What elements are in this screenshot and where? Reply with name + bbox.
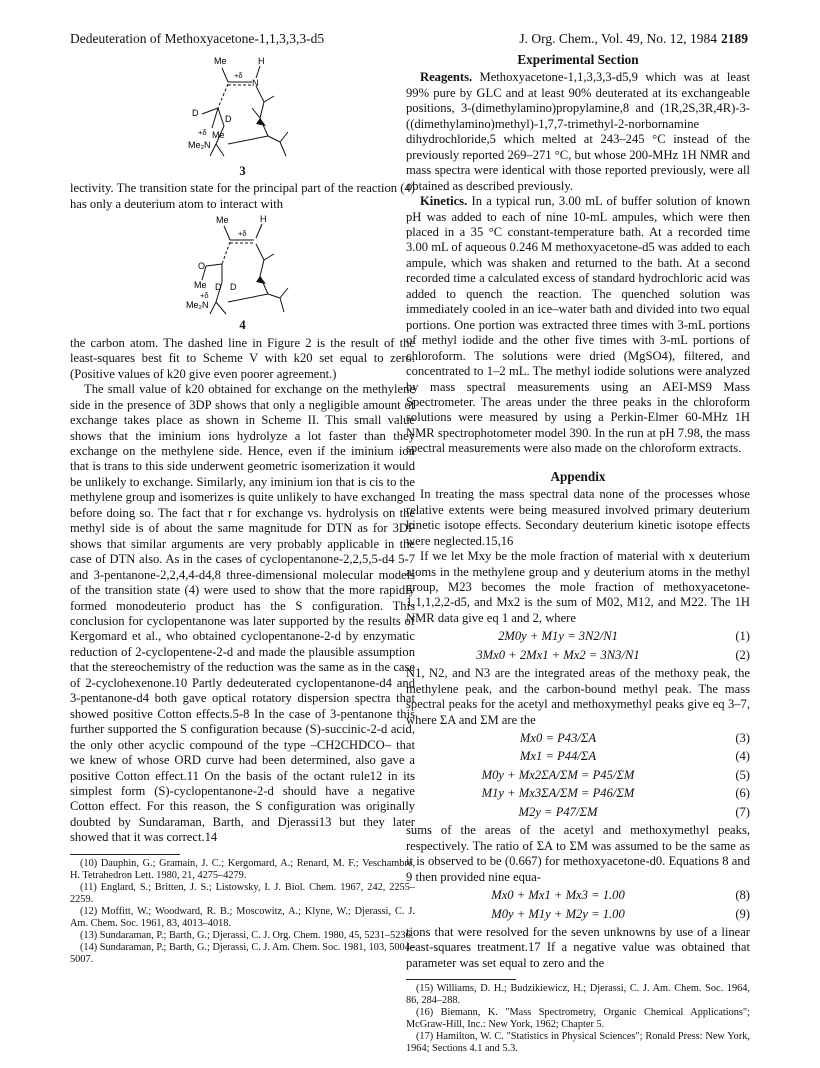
equation [406, 907, 750, 922]
section-title: Appendix [550, 468, 606, 484]
paragraph: lectivity. The transition state for the principal part of the reaction (4) has only a deuterium atom to interact with [70, 181, 415, 211]
paragraph: In treating the mass spectral data none of the processes whose relative extents were being measured involved primary deuterium kinetic isotope effects. Secondary deuterium kinetic isotope effects were neglected.15,16 [406, 487, 750, 548]
methyl-label: Me [213, 56, 227, 66]
section-title: Experimental Section [517, 52, 639, 67]
dimethylamino-label: Me₂N [187, 140, 210, 150]
structure-3-label: 3 [239, 164, 246, 178]
paragraph: the carbon atom. The dashed line in Figure 2 is the result of the least-squares best fit to Scheme V with k20 set equal to zero. (Positive values of k20 give even poorer agreement.) [70, 335, 415, 381]
equation-number: (1) [735, 629, 750, 644]
equation [406, 731, 750, 746]
equation-number: (6) [735, 786, 750, 801]
paragraph: If we let Mxy be the mole fraction of material with x deuterium atoms in the methylene group and y deuterium atoms in the methyl group, M23 becomes the mole fraction of methoxyacetone-1,1,1,2,2-d5, and Mx2 is the sum of M02, M12, and M22. The 1H NMR data give eq 1 and 2, where [406, 549, 750, 625]
equation-expression: M0y + M1y + M2y = 1.00 [491, 906, 625, 921]
equation-expression: Mx1 = P44/ΣA [519, 749, 597, 764]
footnote: (11) Englard, S.; Britten, J. S.; Listowsky, I. J. Biol. Chem. 1967, 242, 2255–2259. [70, 881, 415, 905]
kinetics-heading: Kinetics. [420, 194, 468, 209]
equation-expression: 3Mx0 + 2Mx1 + Mx2 = 3N3/N1 [476, 647, 640, 662]
page-number: 2189 [721, 31, 748, 46]
paragraph: tions that were resolved for the seven unknowns by use of a linear least-squares treatment.17 If a negative value was obtained that parameter was set equal to zero and the [406, 925, 750, 970]
equation-expression: Mx0 + Mx1 + Mx3 = 1.00 [491, 888, 625, 903]
partial-charge-label: +δ [233, 71, 243, 80]
right-column [406, 52, 750, 1055]
equation [406, 648, 750, 663]
hydrogen-label: H [257, 56, 264, 66]
equation [406, 629, 750, 644]
footnote: (17) Hamilton, W. C. "Statistics in Physical Sciences"; Ronald Press: New York, 1964; Sections 4.1 and 5.3. [406, 1031, 750, 1055]
equation-expression: M0y + Mx2ΣA/ΣM = P45/ΣM [481, 767, 635, 782]
left-column [70, 52, 415, 966]
equation [406, 805, 750, 820]
equation-number: (3) [735, 731, 750, 746]
deuterium-label: D [229, 282, 236, 293]
footnote: (16) Biemann, K. "Mass Spectrometry, Organic Chemical Applications"; McGraw-Hill, Inc.: New York, 1962; Chapter 5. [406, 1007, 750, 1031]
oxygen-label: O [197, 261, 205, 272]
equation-expression: 2M0y + M1y = 3N2/N1 [498, 629, 618, 644]
paragraph: sums of the areas of the acetyl and methoxymethyl peaks, respectively. The ratio of ΣA to ΣM was assumed to be the same as it is observed to be (0.667) for methoxyacetone-d0. Equations 8 and 9 then provided nine equa- [406, 823, 750, 884]
footnote: (13) Sundaraman, P.; Barth, G.; Djerassi, C. J. Org. Chem. 1980, 45, 5231–5236. [80, 929, 414, 941]
structure-4 [168, 214, 318, 318]
footnote-divider [406, 979, 516, 980]
methyl-label: Me [211, 130, 225, 140]
journal-citation [519, 31, 748, 47]
equation-number: (7) [735, 804, 750, 819]
equation [406, 749, 750, 764]
reagents-text: Methoxyacetone-1,1,3,3,3-d5,9 which was at least 99% pure by GLC and at least 90% deuterated at its exchangeable positions, 3-(dimethylamino)propylamine,8 and (1R,2S,3R,4R)-3-((dimethylamino)methyl)-1,7,7-trimethyl-2-norbornamine dihydrochloride,5 which melted at 243–245 °C instead of the previously reported 269–271 °C, but whose 200-MHz 1H NMR and mass spectra were identical with those reported previously, were all obtained as described previously. [406, 70, 750, 193]
hydrogen-label: H [259, 214, 266, 225]
equation [406, 786, 750, 801]
partial-charge-label: +δ [197, 128, 207, 137]
dimethylamino-label: Me₂N [185, 300, 208, 311]
methyl-label: Me [215, 215, 229, 226]
paragraph: N1, N2, and N3 are the integrated areas of the methoxy peak, the methylene peak, and the carbon-bound methyl peak. The mass spectral peaks for the acetyl and methoxymethyl peaks give eq 3–7, where ΣA and ΣM are the [406, 666, 750, 727]
footnote-divider [70, 854, 180, 855]
reagents-heading: Reagents. [420, 70, 473, 85]
equation-number: (9) [735, 906, 750, 921]
deuterium-label: D [224, 114, 231, 124]
footnote: (15) Williams, D. H.; Budzikiewicz, H.; Djerassi, C. J. Am. Chem. Soc. 1964, 86, 284–288. [406, 983, 750, 1007]
journal-name: J. Org. Chem., Vol. 49, No. 12, 1984 [519, 31, 717, 46]
partial-charge-label: +δ [199, 291, 209, 301]
equation-expression: M2y = P47/ΣM [518, 804, 598, 819]
running-title: Dedeuteration of Methoxyacetone-1,1,3,3,3-d5 [70, 31, 325, 46]
footnote: (14) Sundaraman, P.; Barth, G.; Djerassi, C. J. Am. Chem. Soc. 1981, 103, 5004–5007. [70, 941, 415, 965]
equation [406, 888, 750, 903]
structure-3 [168, 52, 318, 164]
equation-number: (2) [735, 647, 750, 662]
equation-expression: Mx0 = P43/ΣA [519, 731, 597, 746]
structure-4-label: 4 [239, 318, 246, 333]
equation-number: (5) [735, 767, 750, 782]
deuterium-label: D [191, 108, 198, 118]
equation-number: (4) [735, 749, 750, 764]
methyl-label: Me [193, 280, 207, 291]
paragraph: The small value of k20 obtained for exchange on the methylene side in the presence of 3DP shows that only a negligible amount of exchange takes place as shown in Scheme II. This small value shows that the iminium ions hydrolyze a lot faster than they exchange on the methylene side. Hence, even if the iminium ion that is trans to this side underwent geometric isomerization it would be unlikely to exchange. Similarly, any iminium ion that is cis to the methylene group and isomerizes is quite unlikely to have exchanged before doing so. The fact that r for exchange vs. hydrolysis on the methyl side is of about the same magnitude for DTN as for 3DP shows that similar arguments are very probably applicable in the case of DTN also. As in the cases of cyclopentanone-2,2,5,5-d4 5-7 and 3-pentanone-2,2,4,4-d4,8 three-dimensional molecular models of the transition state (4) were used to show that the more rapidly formed monodeuterio product has the S configuration. This conclusion for cyclopentanone was later supported by the results of Kergomard et al., who obtained cyclopentanone-2-d by enzymatic reduction of 2-cyclopentene-2-d and made the plausible assumption that the stereochemistry of the reduction was the same as in the case of 2-cyclohexenone.10 Partly dedeuterated cyclopentanone-d4 and 3-pentanone-d4 both gave optical rotatory dispersion spectra that showed positive Cotton effects.5-8 In the case of 3-pentanone this further supported the S configuration because (S)-succinic-2-d acid, the only other acyclic compound of the type –CH2CHDCO– that we knew of whose ORD curve had been determined, also gave a positive Cotton effect.11 On the basis of the octant rule12 in its simplest form (S)-cyclopentanone-2-d should have a negative Cotton effect. For this reason, the S configuration was originally doubted by Sundaraman, Barth, and Djerassi13 but they later showed that it was correct.14 [70, 382, 415, 845]
footnote: (10) Dauphin, G.; Gramain, J. C.; Kergomard, A.; Renard, M. F.; Veschambre, H. Tetrahedron Lett. 1980, 21, 4275–4279. [70, 857, 415, 881]
equation-expression: M1y + Mx3ΣA/ΣM = P46/ΣM [481, 786, 635, 801]
equation-number: (8) [735, 888, 750, 903]
footnote: (12) Moffitt, W.; Woodward, R. B.; Moscowitz, A.; Klyne, W.; Djerassi, C. J. Am. Chem. Soc. 1961, 83, 4013–4018. [70, 905, 415, 929]
equation [406, 768, 750, 783]
deuterium-label: D [214, 282, 221, 293]
kinetics-text: In a typical run, 3.00 mL of buffer solution of known pH was added to each of nine 10-mL ampules, which were then placed in a 35 °C constant-temperature bath. At a recorded time 3.00 mL of aqueous 0.246 M methoxyacetone-d5 was added to each ampule, which was shaken and returned to the bath. At a second recorded time a calculated excess of standard hydrochloric acid was added to quench the reaction. The quenched solution was immediately cooled in an ice–water bath and divided into two equal portions. One portion was extracted three times with 3-mL portions of methyl iodide and the other five times with 3-mL portions of chloroform. The solutions were dried (MgSO4), filtered, and concentrated to 1–2 mL. The methyl iodide solutions were analyzed by mass spectral measurements using an AEI-MS9 Mass Spectrometer. The areas under the three peaks in the chloroform solutions were measured by using a Perkin-Elmer 60-MHz 1H NMR spectrophotometer model 390. In the run at pH 7.98, the mass spectral measurements were also made on the chloroform extracts. [406, 194, 750, 456]
nitrogen-label: N [251, 78, 258, 88]
partial-charge-label: +δ [237, 229, 247, 239]
